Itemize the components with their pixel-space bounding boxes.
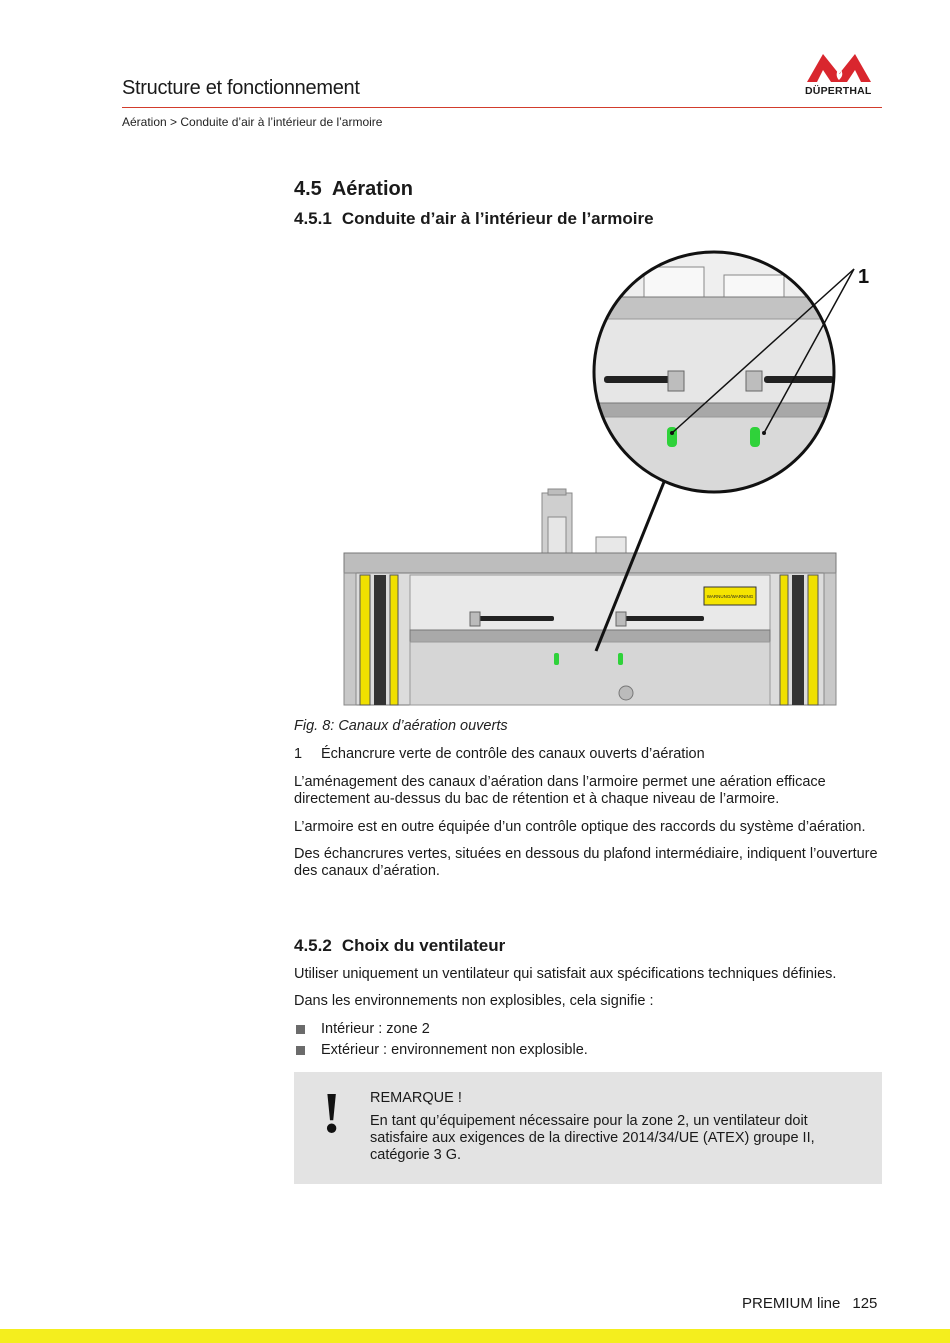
bullet-list — [294, 1019, 588, 1061]
bullet-square-icon — [296, 1025, 305, 1034]
breadcrumb: Aération > Conduite d’air à l’intérieur de l’armoire — [122, 115, 383, 129]
note-title: REMARQUE ! — [370, 1090, 462, 1106]
paragraph-3-line-1: Des échancrures vertes, situées en dessous du plafond intermédiaire, indiquent l’ouverture — [294, 846, 878, 862]
paragraph-3-line-2: des canaux d’aération. — [294, 863, 440, 879]
note-text — [370, 1113, 860, 1164]
subsection-heading-452 — [294, 936, 505, 956]
figure-legend — [294, 746, 705, 762]
magnified-detail — [594, 245, 834, 505]
note-line-3: catégorie 3 G. — [370, 1147, 462, 1163]
paragraph-4: Utiliser uniquement un ventilateur qui satisfait aux spécifications techniques définies. — [294, 966, 837, 982]
subsection-title: Conduite d’air à l’intérieur de l’armoire — [341, 209, 654, 228]
paragraph-3 — [294, 846, 889, 880]
section-heading — [294, 178, 413, 201]
page-header-title: Structure et fonctionnement — [122, 77, 360, 99]
note-line-2: satisfaire aux exigences de la directive 2014/34/UE (ATEX) groupe II, — [370, 1130, 815, 1146]
paragraph-2: L’armoire est en outre équipée d’un contrôle optique des raccords du système d’aération. — [294, 819, 866, 835]
product-name: PREMIUM line — [742, 1295, 841, 1312]
warning-sticker-label: WARNUNG/WARNING — [706, 594, 754, 599]
logo-wordmark: DÜPERTHAL — [805, 85, 872, 97]
subsection-number: 4.5.1 — [294, 209, 332, 228]
paragraph-1-line-2: directement au-dessus du bac de rétention et à chaque niveau de l’armoire. — [294, 791, 780, 807]
figure-ventilation-channels — [294, 245, 884, 710]
note-box — [294, 1072, 882, 1184]
list-item-text: Extérieur : environnement non explosible. — [321, 1042, 588, 1058]
bullet-square-icon — [296, 1046, 305, 1055]
section-number: 4.5 — [294, 178, 322, 200]
page-footer — [742, 1295, 877, 1312]
figure-caption: Fig. 8: Canaux d’aération ouverts — [294, 718, 508, 734]
header-rule — [122, 107, 882, 108]
list-item — [294, 1040, 588, 1061]
legend-number: 1 — [294, 746, 303, 762]
note-line-1: En tant qu’équipement nécessaire pour la zone 2, un ventilateur doit — [370, 1113, 808, 1129]
legend-text: Échancrure verte de contrôle des canaux ouverts d’aération — [321, 746, 705, 762]
list-item-text: Intérieur : zone 2 — [321, 1021, 430, 1037]
exclamation-icon: ! — [322, 1080, 342, 1145]
callout-number: 1 — [858, 266, 870, 288]
footer-bar — [0, 1329, 950, 1343]
paragraph-1-line-1: L’aménagement des canaux d’aération dans l’armoire permet une aération efficace — [294, 774, 826, 790]
subsection-heading-451 — [294, 209, 654, 229]
page-number: 125 — [852, 1295, 878, 1312]
cabinet-drawing — [344, 489, 836, 705]
paragraph-5: Dans les environnements non explosibles, cela signifie : — [294, 993, 654, 1009]
list-item — [294, 1019, 588, 1040]
subsection-number: 4.5.2 — [294, 936, 332, 955]
section-title: Aération — [331, 178, 413, 200]
subsection-title: Choix du ventilateur — [341, 936, 506, 955]
paragraph-1 — [294, 774, 889, 808]
